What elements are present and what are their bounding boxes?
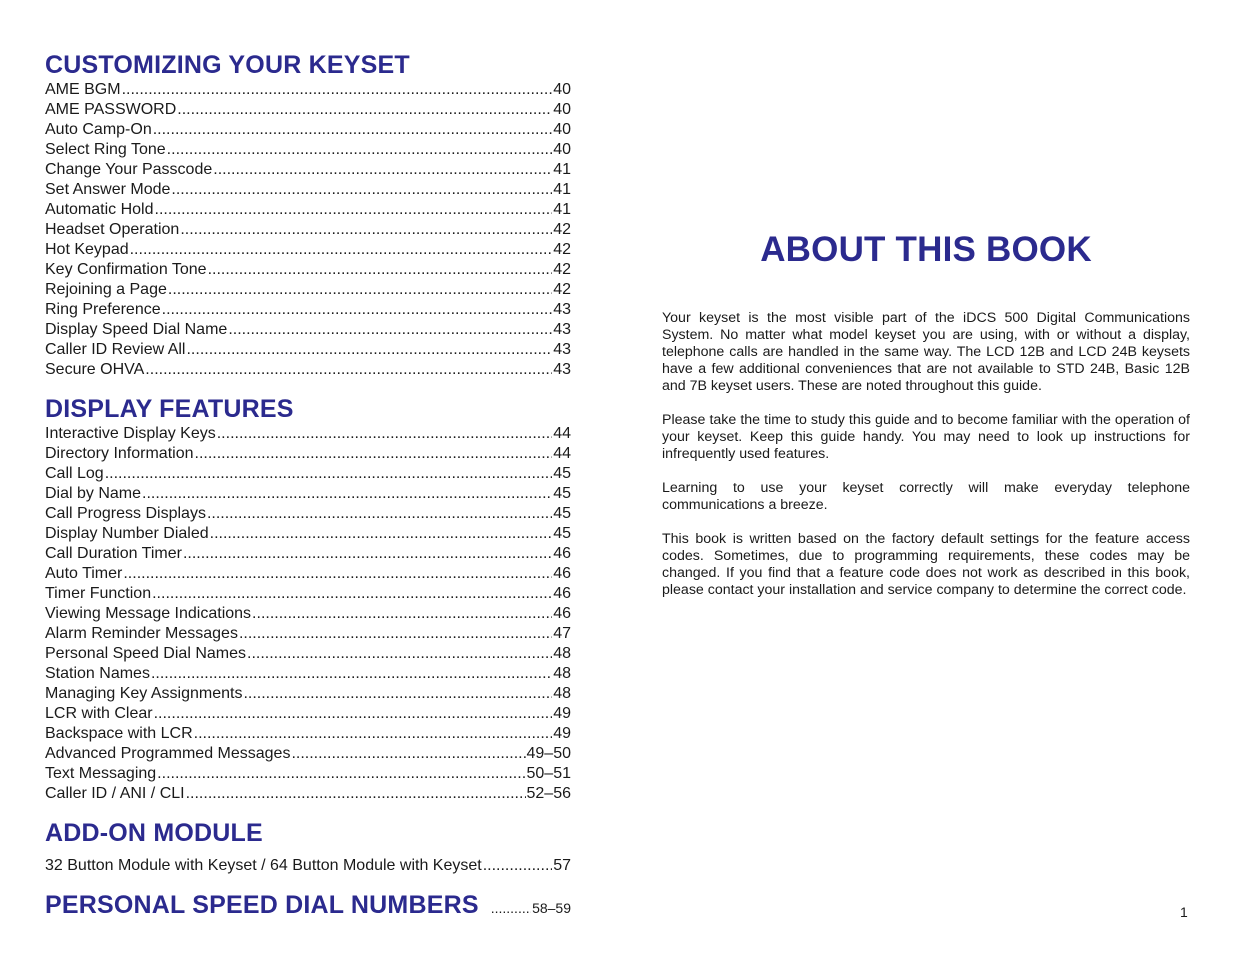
about-paragraph: Learning to use your keyset correctly will make everyday telephone communications a breeze. (662, 480, 1190, 513)
section-heading-add-on-module: ADD-ON MODULE (45, 819, 263, 847)
section-entries-customizing (45, 80, 571, 380)
toc-entry[interactable]: 32 Button Module with Keyset / 64 Button Module with Keyset ..... 57 (45, 854, 571, 878)
toc-entry-personal-speed-dial-numbers[interactable] (45, 890, 571, 920)
about-body (662, 310, 1190, 599)
toc-entry[interactable]: Interactive Display Keys ..... 44 (45, 424, 571, 444)
section-page: 58–59 (532, 900, 571, 916)
toc-entry[interactable]: Caller ID Review All ..... 43 (45, 340, 571, 360)
toc-entry[interactable]: Display Number Dialed ..... 45 (45, 524, 571, 544)
toc-entry[interactable]: AME BGM ..... 40 (45, 80, 571, 100)
toc-entry[interactable]: Display Speed Dial Name ..... 43 (45, 320, 571, 340)
toc-entry[interactable]: Hot Keypad ..... 42 (45, 240, 571, 260)
toc-entry[interactable]: Headset Operation ..... 42 (45, 220, 571, 240)
toc-entry[interactable]: Key Confirmation Tone ..... 42 (45, 260, 571, 280)
table-of-contents (45, 50, 571, 920)
section-heading-personal-speed-dial: PERSONAL SPEED DIAL NUMBERS (45, 891, 479, 919)
toc-entry[interactable]: Call Log ..... 45 (45, 464, 571, 484)
toc-entry[interactable]: Auto Camp-On ..... 40 (45, 120, 571, 140)
toc-entry[interactable]: Dial by Name ..... 45 (45, 484, 571, 504)
toc-entry[interactable]: LCR with Clear ..... 49 (45, 704, 571, 724)
page-number: 1 (1180, 904, 1188, 920)
toc-entry[interactable]: Text Messaging ..... 50–51 (45, 764, 571, 784)
toc-entry[interactable]: Timer Function ..... 46 (45, 584, 571, 604)
section-heading-customizing: CUSTOMIZING YOUR KEYSET (45, 51, 410, 79)
about-paragraph: This book is written based on the factory default settings for the feature access codes. Sometimes, due to programming requirements, these codes may be changed. If you find that a feature code does not work as described in this book, please contact your installation and service company to determine the correct code. (662, 531, 1190, 598)
about-paragraph: Your keyset is the most visible part of the iDCS 500 Digital Communications System. No matter what model keyset you are using, with or without a display, telephone calls are handled in the same way. The LCD 12B and LCD 24B keysets have a few additional conveniences that are not available to STD 24B, Basic 12B and 7B keyset users. These are noted throughout this guide. (662, 310, 1190, 394)
toc-entry[interactable]: Managing Key Assignments ..... 48 (45, 684, 571, 704)
section-entries-add-on-module (45, 854, 571, 878)
toc-entry[interactable]: Select Ring Tone ..... 40 (45, 140, 571, 160)
section-heading-display-features: DISPLAY FEATURES (45, 395, 294, 423)
toc-entry[interactable]: Call Duration Timer ..... 46 (45, 544, 571, 564)
toc-entry[interactable]: Personal Speed Dial Names ..... 48 (45, 644, 571, 664)
toc-entry[interactable]: Call Progress Displays ..... 45 (45, 504, 571, 524)
toc-entry[interactable]: AME PASSWORD ..... 40 (45, 100, 571, 120)
section-entries-display-features (45, 424, 571, 804)
toc-entry[interactable]: Advanced Programmed Messages ..... 49–50 (45, 744, 571, 764)
about-title: ABOUT THIS BOOK (760, 230, 1092, 269)
toc-entry[interactable]: Set Answer Mode ..... 41 (45, 180, 571, 200)
toc-entry[interactable]: Automatic Hold ..... 41 (45, 200, 571, 220)
toc-entry[interactable]: Secure OHVA ..... 43 (45, 360, 571, 380)
toc-entry[interactable]: Station Names ..... 48 (45, 664, 571, 684)
toc-entry[interactable]: Auto Timer ..... 46 (45, 564, 571, 584)
about-this-book (662, 228, 1190, 616)
about-paragraph: Please take the time to study this guide and to become familiar with the operation of your keyset. Keep this guide handy. You may need to look up instructions for infrequently used features. (662, 412, 1190, 462)
toc-entry[interactable]: Change Your Passcode ..... 41 (45, 160, 571, 180)
toc-entry[interactable]: Alarm Reminder Messages ..... 47 (45, 624, 571, 644)
toc-entry[interactable]: Rejoining a Page ..... 42 (45, 280, 571, 300)
toc-entry[interactable]: Ring Preference ..... 43 (45, 300, 571, 320)
toc-entry[interactable]: Caller ID / ANI / CLI ..... 52–56 (45, 784, 571, 804)
toc-entry[interactable]: Directory Information ..... 44 (45, 444, 571, 464)
toc-entry[interactable]: Backspace with LCR ..... 49 (45, 724, 571, 744)
toc-entry[interactable]: Viewing Message Indications ..... 46 (45, 604, 571, 624)
